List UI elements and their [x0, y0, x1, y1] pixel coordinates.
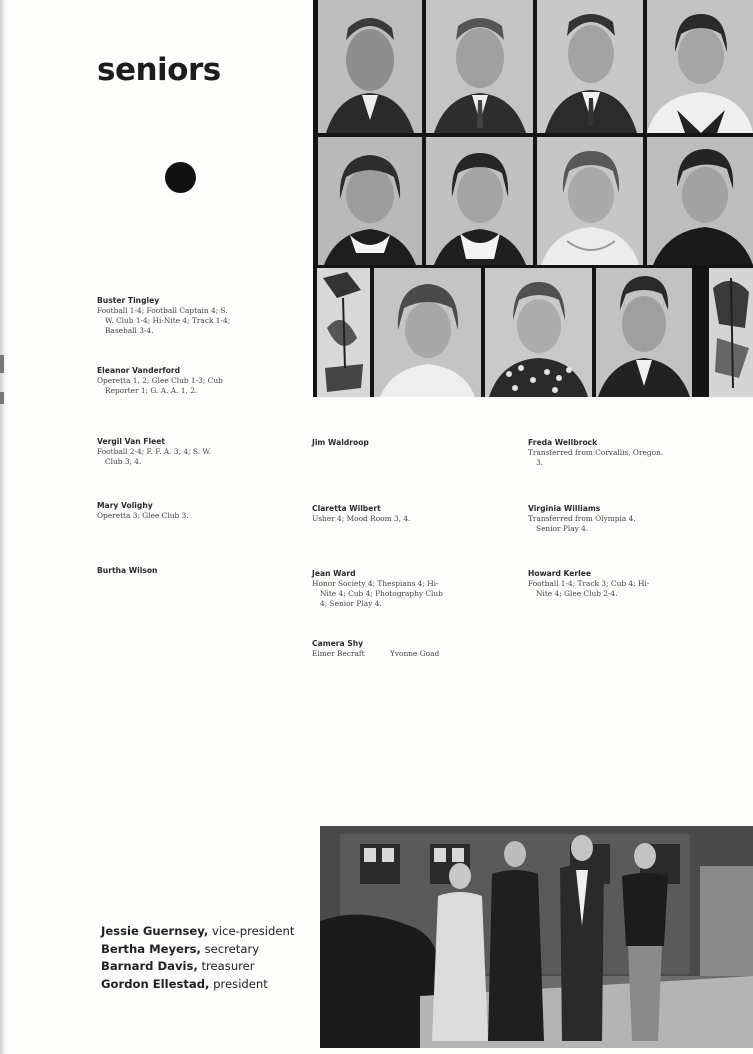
portrait-photo	[374, 268, 481, 397]
side-artwork	[317, 268, 370, 397]
portrait-photo	[318, 0, 422, 133]
page-title: seniors	[97, 52, 221, 88]
senior-activities	[97, 376, 269, 396]
activity-line: Transferred from Olympia 4.	[528, 514, 636, 523]
activity-line: 4; Senior Play 4.	[320, 599, 382, 609]
activity-line: 3.	[536, 458, 544, 468]
senior-name: Claretta Wilbert	[312, 504, 381, 513]
portrait-photo	[426, 137, 533, 265]
activity-line: Usher 4; Mood Room 3, 4.	[312, 514, 411, 523]
senior-activities	[528, 514, 700, 534]
officer-line	[101, 923, 316, 941]
officer-name: Jessie Guernsey,	[101, 924, 209, 938]
officers-group-photo	[320, 826, 753, 1048]
officer-line	[101, 958, 316, 976]
portrait-photo	[537, 0, 643, 133]
activity-line: Operetta 1, 2; Glee Club 1-3; Cub	[97, 376, 223, 385]
officer-name: Barnard Davis,	[101, 959, 198, 974]
senior-name: Freda Wellbrock	[528, 438, 598, 447]
portrait-photo	[318, 137, 422, 265]
senior-activities	[528, 448, 700, 468]
class-officers	[101, 923, 316, 993]
officer-role: secretary	[204, 941, 260, 956]
activity-line: W. Club 1-4; Hi-Nite 4; Track 1-4;	[105, 316, 231, 326]
senior-entry	[97, 295, 269, 337]
senior-entry	[97, 365, 269, 396]
officer-role: treasurer	[201, 959, 255, 974]
senior-name: Jean Ward	[312, 569, 356, 578]
officer-name: Gordon Ellestad,	[101, 976, 210, 991]
camera-shy-name: Elmer Becraft	[312, 649, 365, 658]
senior-name: Buster Tingley	[97, 296, 160, 305]
senior-name: Howard Kerlee	[528, 569, 592, 578]
activity-line: Nite 4; Cub 4; Photography Club	[320, 589, 443, 599]
officer-role: vice-president	[211, 924, 295, 938]
activity-line: Transferred from Corvallis, Oregon.	[528, 448, 664, 457]
activity-line: Nite 4; Glee Club 2-4.	[536, 589, 618, 599]
officer-role: president	[213, 976, 268, 991]
activity-line: Football 2-4; F. F. A. 3, 4; S. W.	[97, 447, 212, 456]
activity-line: Reporter 1; G. A. A. 1, 2.	[105, 386, 198, 396]
senior-name: Mary Volighy	[97, 501, 153, 510]
senior-activities	[528, 579, 700, 599]
senior-entry	[97, 436, 269, 467]
bullet-dot	[165, 162, 196, 193]
senior-entry	[312, 437, 484, 448]
senior-entry	[312, 568, 484, 610]
senior-entry	[528, 503, 700, 534]
senior-entry	[528, 437, 700, 468]
binding-mark	[0, 355, 4, 373]
portrait-photo	[647, 137, 753, 265]
activity-line: Football 1-4; Track 3; Cub 4; Hi-	[528, 579, 650, 588]
portrait-photo	[596, 268, 692, 397]
officer-line	[101, 976, 316, 994]
binding-mark	[0, 392, 4, 404]
activity-line: Senior Play 4.	[536, 524, 589, 534]
side-artwork	[709, 268, 753, 397]
senior-name: Virginia Williams	[528, 504, 601, 513]
activity-line: Club 3, 4.	[105, 457, 142, 467]
senior-name: Vergil Van Fleet	[97, 437, 165, 446]
camera-shy-heading: Camera Shy	[312, 639, 364, 648]
activity-line: Football 1-4; Football Captain 4; S.	[97, 306, 228, 315]
officer-line	[101, 941, 316, 959]
senior-activities	[97, 511, 269, 521]
senior-name: Eleanor Vanderford	[97, 366, 181, 375]
senior-activities	[312, 579, 484, 610]
senior-entry	[97, 500, 269, 521]
camera-shy-name: Yvonne Goad	[390, 649, 440, 658]
senior-entry	[97, 565, 269, 576]
portrait-photo	[485, 268, 592, 397]
senior-activities	[312, 514, 484, 524]
senior-entry	[528, 568, 700, 599]
senior-name: Burtha Wilson	[97, 566, 158, 575]
portrait-photo	[537, 137, 643, 265]
activity-line: Baseball 3-4.	[105, 326, 154, 336]
senior-activities	[97, 447, 269, 467]
portrait-photo	[647, 0, 753, 133]
senior-name: Jim Waldroop	[312, 438, 369, 447]
senior-portrait-grid	[313, 0, 753, 397]
portrait-photo	[426, 0, 533, 133]
page-edge	[0, 0, 6, 1054]
camera-shy-names	[312, 649, 484, 659]
camera-shy-section	[312, 638, 484, 659]
activity-line: Operetta 3; Glee Club 3.	[97, 511, 189, 520]
senior-entry	[312, 503, 484, 524]
officer-name: Bertha Meyers,	[101, 941, 201, 956]
senior-activities	[97, 306, 269, 337]
activity-line: Honor Society 4; Thespians 4; Hi-	[312, 579, 439, 588]
